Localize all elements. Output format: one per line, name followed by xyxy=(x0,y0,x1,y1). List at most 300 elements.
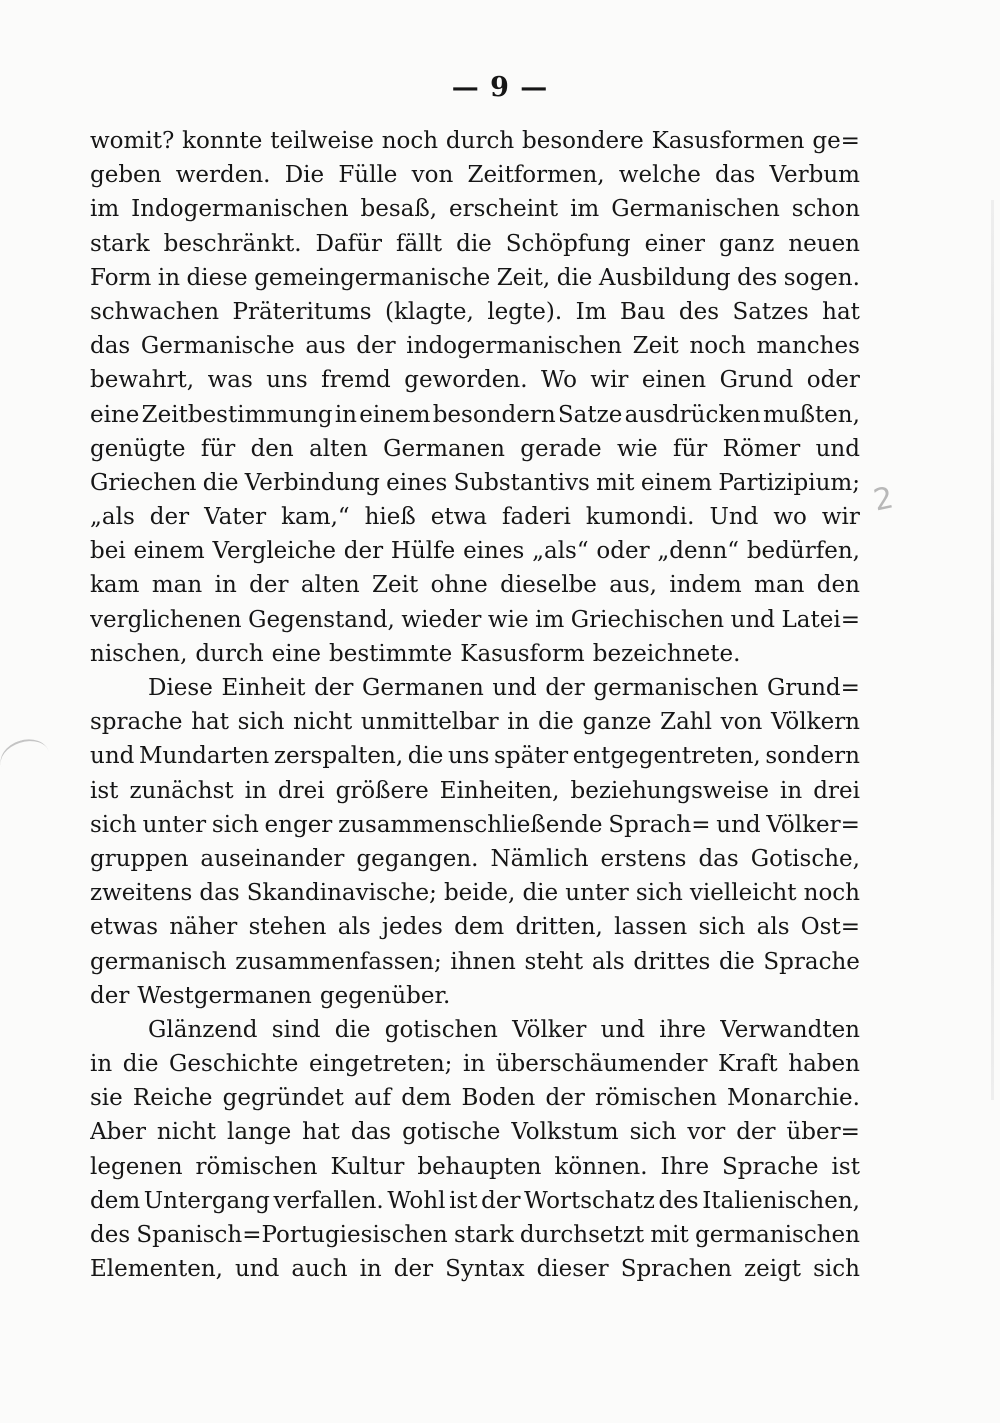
word: Verbum xyxy=(769,162,860,189)
word: die xyxy=(334,1016,371,1043)
word: das xyxy=(90,333,131,360)
text-line xyxy=(90,398,860,432)
word: näher xyxy=(169,914,238,941)
word: vor xyxy=(687,1119,726,1146)
word: geworden. xyxy=(404,367,528,394)
word: Völker xyxy=(512,1016,587,1043)
word: enger xyxy=(264,811,333,838)
word: Satze xyxy=(557,401,623,428)
word: durch xyxy=(445,128,515,154)
word: als xyxy=(591,948,625,975)
word: sie xyxy=(90,1085,123,1112)
text-line xyxy=(90,432,860,466)
word: Zeitbestimmung xyxy=(141,401,333,428)
word: uns xyxy=(266,367,308,394)
word: besondern xyxy=(432,401,556,428)
word: in xyxy=(334,401,357,428)
word: hat xyxy=(302,1119,340,1146)
word: „denn“ xyxy=(657,538,740,565)
word: nicht xyxy=(156,1119,217,1146)
word: sogen. xyxy=(783,264,860,291)
text-line xyxy=(90,945,860,979)
word: dem xyxy=(454,914,505,941)
word: „als xyxy=(90,504,135,531)
word: der xyxy=(545,1085,585,1112)
word: entgegentreten, xyxy=(572,743,761,770)
word: der xyxy=(545,675,585,701)
word: Ihre xyxy=(660,1153,710,1180)
word: Gegenstand, xyxy=(248,606,395,633)
word: noch xyxy=(689,333,746,360)
word: gegründet xyxy=(222,1085,344,1112)
word: Einheit xyxy=(221,675,306,701)
word: den xyxy=(250,435,294,462)
word: wir xyxy=(821,504,860,531)
word: die xyxy=(719,948,755,975)
word: der xyxy=(356,333,396,360)
word: zeigt xyxy=(744,1256,802,1283)
text-line xyxy=(90,1047,860,1081)
text-line xyxy=(90,774,860,808)
word: fremd xyxy=(321,367,391,394)
word: wir xyxy=(590,367,629,394)
word: die xyxy=(538,709,574,736)
word: später xyxy=(494,743,569,770)
word: beziehungsweise xyxy=(570,777,769,804)
word: Form xyxy=(90,264,152,291)
word: Volkstum xyxy=(511,1119,619,1146)
word: unter xyxy=(565,880,629,907)
word: vielleicht xyxy=(689,880,797,907)
word: durch xyxy=(195,640,264,667)
word: drei xyxy=(813,777,860,804)
word: bestimmte xyxy=(329,640,453,667)
word: Sprach= xyxy=(608,811,711,838)
word: Die xyxy=(284,162,325,189)
word: Italienischen, xyxy=(702,1187,860,1214)
word: Hülfe xyxy=(390,538,456,565)
word: gotischen xyxy=(384,1016,498,1043)
word: Zeit xyxy=(372,572,419,599)
word: Dafür xyxy=(315,230,382,257)
word: zerspalten, xyxy=(273,743,404,770)
word: aus, xyxy=(609,572,657,599)
word: Kasusform xyxy=(460,640,585,667)
word: sondern xyxy=(765,743,860,770)
word: etwa xyxy=(430,504,487,531)
text-line xyxy=(90,671,860,705)
word: können. xyxy=(554,1153,648,1180)
word: über= xyxy=(786,1119,860,1146)
word: Grund= xyxy=(766,675,860,701)
word: erscheint xyxy=(448,196,559,223)
word: indogermanischen xyxy=(406,333,622,360)
word: und xyxy=(815,435,860,462)
word: Ost= xyxy=(800,914,860,941)
word: für xyxy=(672,435,708,462)
word: womit? xyxy=(90,128,175,154)
word: Satzes xyxy=(732,298,809,325)
word: Substantivs xyxy=(453,469,590,496)
word: nischen, xyxy=(90,640,188,667)
word: behaupten xyxy=(417,1153,542,1180)
word: kam,“ xyxy=(281,504,350,531)
word: im xyxy=(535,606,565,633)
word: zusammenschließende xyxy=(338,811,603,838)
word: und xyxy=(600,1016,645,1043)
word: römischen xyxy=(594,1085,717,1112)
word: verglichenen xyxy=(90,606,242,633)
word: teilweise xyxy=(270,128,374,154)
word: das xyxy=(350,1119,392,1146)
text-line xyxy=(90,1115,860,1149)
word: dem xyxy=(401,1085,452,1112)
word: der xyxy=(90,982,130,1009)
word: Fülle xyxy=(338,162,398,189)
text-line xyxy=(90,158,860,192)
word: Elementen, xyxy=(90,1256,223,1283)
word: oder xyxy=(596,538,650,565)
word: manches xyxy=(756,333,860,360)
word: Schöpfung xyxy=(505,230,631,257)
word: wo xyxy=(773,504,807,531)
word: einer xyxy=(644,230,706,257)
word: Syntax xyxy=(445,1256,525,1283)
text-line xyxy=(90,363,860,397)
word: in xyxy=(359,1256,382,1283)
word: Wortschatz xyxy=(524,1187,655,1214)
word: ganz xyxy=(718,230,775,257)
word: eingetreten; xyxy=(309,1051,453,1078)
text-line xyxy=(90,192,860,226)
word: drittes xyxy=(633,948,711,975)
word: mit xyxy=(650,1222,689,1248)
word: germanischen xyxy=(593,675,759,701)
text-line xyxy=(90,1184,860,1218)
word: Im xyxy=(575,298,607,325)
word: Zahl xyxy=(660,709,712,736)
word: eine xyxy=(271,640,322,667)
word: dem xyxy=(90,1187,141,1214)
word: sich xyxy=(629,1119,677,1146)
word: lassen xyxy=(614,914,688,941)
word: einem xyxy=(133,538,205,565)
word: Ausbildung xyxy=(598,264,731,291)
word: Latei= xyxy=(781,606,860,633)
word: Griechen xyxy=(90,469,197,496)
word: ist xyxy=(449,1187,478,1214)
word: genügte xyxy=(90,435,186,462)
word: „als“ xyxy=(532,538,589,565)
word: Römer xyxy=(722,435,801,462)
word: dieselbe xyxy=(500,572,597,599)
word: zunächst xyxy=(129,777,234,804)
text-line xyxy=(90,295,860,329)
word: Glänzend xyxy=(148,1016,258,1043)
word: sind xyxy=(271,1016,321,1043)
word: stehen xyxy=(248,914,327,941)
word: germanisch xyxy=(90,948,227,975)
word: Völkern xyxy=(770,709,860,736)
word: mußten, xyxy=(762,401,860,428)
word: im xyxy=(90,196,120,223)
word: von xyxy=(411,162,454,189)
word: und xyxy=(90,743,135,770)
word: größere xyxy=(335,777,429,804)
word: Sprachen xyxy=(620,1256,732,1283)
word: was xyxy=(207,367,253,394)
word: bewahrt, xyxy=(90,367,195,394)
word: werden. xyxy=(175,162,271,189)
word: erstens xyxy=(600,845,687,872)
word: auch xyxy=(291,1256,348,1283)
word: hat xyxy=(191,709,229,736)
word: etwas xyxy=(90,914,159,941)
text-line xyxy=(90,808,860,842)
word: Indogermanischen xyxy=(131,196,349,223)
text-line xyxy=(90,568,860,602)
word: man xyxy=(754,572,805,599)
word: Bau xyxy=(619,298,666,325)
margin-annotation: 2 xyxy=(870,480,897,519)
word: sich xyxy=(813,1256,860,1283)
word: fällt xyxy=(395,230,443,257)
word: Germanischen xyxy=(611,196,780,223)
word: wie xyxy=(487,606,529,633)
word: das xyxy=(199,880,240,907)
word: ohne xyxy=(430,572,488,599)
word: römischen xyxy=(195,1153,318,1180)
word: sich xyxy=(211,811,259,838)
word: dritten, xyxy=(515,914,603,941)
word: Präteritums xyxy=(232,298,372,325)
word: Vergleiche xyxy=(212,538,336,565)
word: Wohl xyxy=(387,1187,446,1214)
word: besondere xyxy=(522,128,644,154)
word: man xyxy=(151,572,203,599)
word: kumondi. xyxy=(585,504,695,531)
word: die xyxy=(556,264,593,291)
word: ist xyxy=(831,1153,860,1180)
word: der xyxy=(481,1187,521,1214)
word: im xyxy=(570,196,600,223)
word: alten xyxy=(309,435,368,462)
word: Sprache xyxy=(722,1153,819,1180)
word: eine xyxy=(90,401,140,428)
word: steht xyxy=(524,948,584,975)
word: einem xyxy=(640,469,713,496)
word: das xyxy=(698,845,739,872)
word: alten xyxy=(300,572,360,599)
word: gegangen. xyxy=(356,845,479,872)
word: drei xyxy=(277,777,325,804)
text-line xyxy=(90,739,860,773)
word: Kultur xyxy=(330,1153,405,1180)
word: Völker= xyxy=(766,811,860,838)
word: sich xyxy=(237,709,285,736)
word: mit xyxy=(596,469,635,496)
word: welche xyxy=(618,162,701,189)
word: Kasusformen xyxy=(651,128,805,154)
word: Einheiten, xyxy=(439,777,560,804)
word: indem xyxy=(669,572,742,599)
word: Skandinavische; xyxy=(246,880,437,907)
word: stark xyxy=(453,1222,514,1248)
word: als xyxy=(337,914,371,941)
word: konnte xyxy=(182,128,263,154)
word: der xyxy=(343,538,384,565)
word: jedes xyxy=(381,914,443,941)
word: unmittelbar xyxy=(360,709,499,736)
word: des xyxy=(90,1222,131,1248)
word: Mundarten xyxy=(138,743,270,770)
text-line xyxy=(90,637,860,671)
word: ausdrücken xyxy=(624,401,761,428)
word: gruppen xyxy=(90,845,189,872)
word: bedürfen, xyxy=(746,538,860,565)
word: ist xyxy=(90,777,119,804)
word: diese xyxy=(186,264,248,291)
word: bei xyxy=(90,538,126,565)
text-line xyxy=(90,876,860,910)
word: hieß xyxy=(364,504,416,531)
word: Und xyxy=(709,504,759,531)
text-line xyxy=(90,534,860,568)
word: Untergang xyxy=(143,1187,270,1214)
word: und xyxy=(716,811,761,838)
text-line xyxy=(90,1013,860,1047)
word: kam xyxy=(90,572,140,599)
word: die xyxy=(456,230,492,257)
word: lange xyxy=(226,1119,292,1146)
word: Gotische, xyxy=(750,845,860,872)
body-text xyxy=(90,124,860,1286)
word: neuen xyxy=(788,230,860,257)
word: Zeit xyxy=(632,333,679,360)
word: das xyxy=(715,162,756,189)
word: zusammenfassen; xyxy=(235,948,442,975)
text-line xyxy=(90,1218,860,1252)
word: Griechischen xyxy=(570,606,725,633)
word: in xyxy=(780,777,803,804)
word: ganze xyxy=(582,709,652,736)
word: Westgermanen xyxy=(137,982,312,1009)
word: haben xyxy=(788,1051,860,1078)
word: des xyxy=(658,1187,699,1214)
word: Sprache xyxy=(763,948,860,975)
word: durchsetzt xyxy=(519,1222,645,1248)
word: gotische xyxy=(402,1119,501,1146)
word: Aber xyxy=(90,1119,146,1146)
word: (klagte, xyxy=(384,298,474,325)
word: nicht xyxy=(293,709,353,736)
word: Zeitformen, xyxy=(467,162,605,189)
word: in xyxy=(157,264,181,291)
word: wie xyxy=(616,435,658,462)
word: in xyxy=(90,1051,113,1078)
word: Verwandten xyxy=(720,1016,860,1043)
word: der xyxy=(149,504,190,531)
word: die xyxy=(202,469,239,496)
word: gemeingermanische xyxy=(254,264,491,291)
word: in xyxy=(462,1051,486,1078)
word: und xyxy=(730,606,775,633)
word: in xyxy=(214,572,237,599)
word: Vater xyxy=(204,504,267,531)
word: stark xyxy=(90,230,150,257)
word: auf xyxy=(354,1085,392,1112)
word: überschäumender xyxy=(495,1051,708,1078)
word: Boden xyxy=(461,1085,536,1112)
word: einem xyxy=(359,401,431,428)
word: ge= xyxy=(812,128,860,154)
word: Diese xyxy=(148,675,213,701)
word: legenen xyxy=(90,1153,183,1180)
word: zweitens xyxy=(90,880,193,907)
word: sprache xyxy=(90,709,183,736)
word: die xyxy=(407,743,444,770)
text-line xyxy=(90,124,860,158)
word: Monarchie. xyxy=(727,1085,860,1112)
word: verfallen. xyxy=(273,1187,384,1214)
word: den xyxy=(816,572,860,599)
word: für xyxy=(200,435,236,462)
word: Kraft xyxy=(718,1051,778,1078)
word: gerade xyxy=(520,435,602,462)
word: eines xyxy=(386,469,448,496)
word: germanischen xyxy=(695,1222,860,1248)
text-line xyxy=(90,329,860,363)
word: Germanische xyxy=(140,333,295,360)
word: und xyxy=(492,675,537,701)
word: sich xyxy=(635,880,683,907)
text-line xyxy=(90,1081,860,1115)
word: und xyxy=(234,1256,280,1283)
word: noch xyxy=(381,128,439,154)
word: die xyxy=(522,880,559,907)
word: hat xyxy=(822,298,860,325)
word: bezeichnete. xyxy=(592,640,741,667)
text-line xyxy=(90,705,860,739)
word: in xyxy=(244,777,267,804)
word: Verbindung xyxy=(244,469,380,496)
word: Geschichte xyxy=(169,1051,299,1078)
word: von xyxy=(720,709,763,736)
page-gutter-shadow xyxy=(991,200,994,1100)
word: der xyxy=(393,1256,434,1283)
word: unter xyxy=(142,811,207,838)
word: beschränkt. xyxy=(163,230,302,257)
word: der xyxy=(249,572,289,599)
word: als xyxy=(756,914,790,941)
word: Zeit, xyxy=(496,264,551,291)
word: in xyxy=(507,709,530,736)
word: einen xyxy=(641,367,707,394)
word: schwachen xyxy=(90,298,220,325)
word: schon xyxy=(791,196,860,223)
word: dieser xyxy=(536,1256,609,1283)
word: Germanen xyxy=(362,675,484,701)
word: aus xyxy=(305,333,346,360)
word: Wo xyxy=(541,367,577,394)
word: die xyxy=(122,1051,159,1078)
text-line xyxy=(90,500,860,534)
word: Partizipium; xyxy=(718,469,860,496)
text-line xyxy=(90,842,860,876)
text-line xyxy=(90,261,860,295)
word: auseinander xyxy=(200,845,345,872)
word: sich xyxy=(90,811,137,838)
